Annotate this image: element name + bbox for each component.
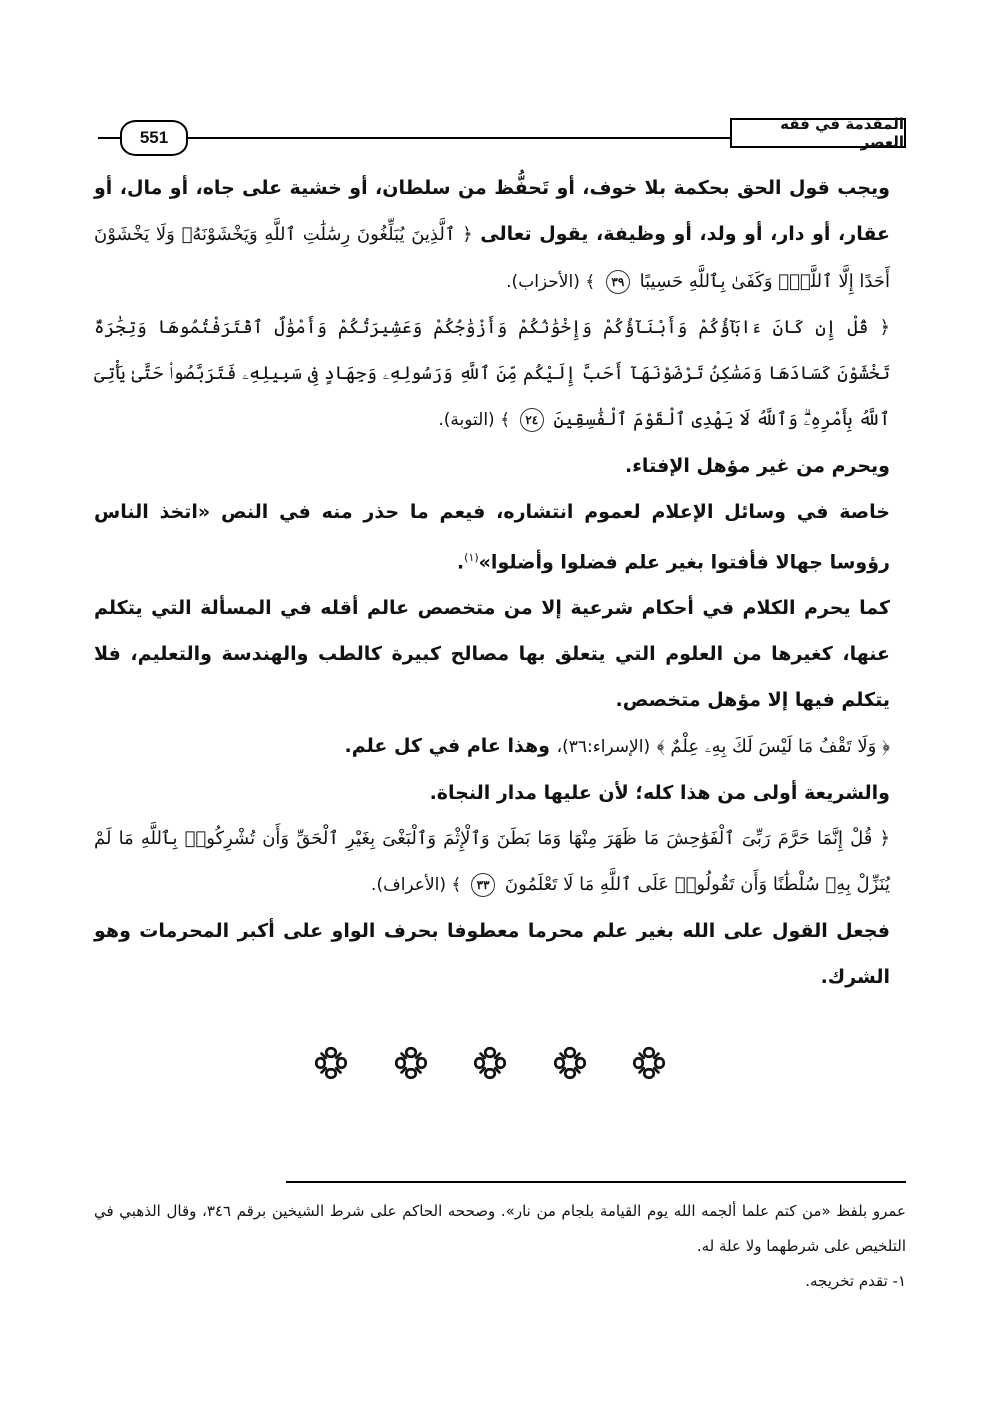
quran-verse-1-text: ﴿ ٱلَّذِينَ يُبَلِّغُونَ رِسَٰلَٰتِ ٱللَّهِ وَيَخْشَوْنَهُۥ وَلَا يَخْشَوْنَ أَحَدًا إِلَّا ٱللَّهَۗ وَكَفَىٰ بِٱللَّهِ حَسِيبًا bbox=[94, 224, 890, 292]
floral-ornament-icon bbox=[469, 1042, 511, 1084]
quran-verse-4-text: ﴿ قُلْ إِنَّمَا حَرَّمَ رَبِّىَ ٱلْفَوَٰحِشَ مَا ظَهَرَ مِنْهَا وَمَا بَطَنَ وَٱلْإِثْمَ وَٱلْبَغْىَ بِغَيْرِ ٱلْحَقِّ وَأَن تُشْرِكُوا۟ بِٱللَّهِ مَا لَمْ يُنَزِّلْ بِهِۦ سُلْطَٰنًا وَأَن تَقُولُوا۟ عَلَى ٱللَّهِ مَا لَا تَعْلَمُونَ bbox=[94, 828, 890, 896]
floral-ornament-icon bbox=[390, 1042, 432, 1084]
paragraph-1 bbox=[94, 165, 906, 305]
verse-1-reference: ﴾ (الأحزاب). bbox=[506, 272, 596, 292]
footnotes bbox=[94, 1194, 906, 1299]
ayah-number-2: ٢٤ bbox=[520, 408, 544, 432]
ayah-number-1: ٣٩ bbox=[606, 270, 630, 294]
paragraph-2: ويحرم من غير مؤهل الإفتاء. bbox=[625, 455, 890, 477]
footnote-continuation: عمرو بلفظ «من كتم علما ألجمه الله يوم القيامة بلجام من نار». وصححه الحاكم على شرط الشيخين برقم ٣٤٦، وقال الذهبي في التلخيص على شرطهما ولا علة له. bbox=[94, 1202, 906, 1255]
book-title: المقدمة في فقه العصر bbox=[730, 118, 906, 148]
quran-verse-4 bbox=[94, 816, 906, 908]
verse-4-reference: ﴾ (الأعراف). bbox=[371, 875, 462, 896]
floral-ornament-icon bbox=[628, 1042, 670, 1084]
section-divider-ornaments bbox=[310, 1038, 670, 1088]
verse-3-comment: وهذا عام في كل علم. bbox=[344, 735, 557, 758]
floral-ornament-icon bbox=[549, 1042, 591, 1084]
page-number: 551 bbox=[120, 120, 188, 156]
footnote-1: ١- تقدم تخريجه. bbox=[805, 1272, 906, 1290]
verse-3-reference: (الإسراء:٣٦)، bbox=[556, 737, 651, 758]
footnote-rule bbox=[286, 1181, 906, 1183]
floral-ornament-icon bbox=[310, 1042, 352, 1084]
paragraph-6: والشريعة أولى من هذا كله؛ لأن عليها مدار النجاة. bbox=[429, 782, 890, 805]
verse-2-reference: ﴾ (التوبة). bbox=[438, 410, 511, 430]
paragraph-3 bbox=[94, 489, 906, 585]
ayah-number-4: ٣٣ bbox=[471, 873, 495, 897]
paragraph-5 bbox=[94, 723, 906, 770]
paragraph-4: كما يحرم الكلام في أحكام شرعية إلا من متخصص عالم أقله في المسألة التي يتكلم عنها، كغيرها من العلوم التي يتعلق بها مصالح كبيرة كالطب والهندسة والتعليم، فلا يتكلم فيها إلا مؤهل متخصص. bbox=[94, 597, 890, 712]
main-text bbox=[94, 165, 906, 1000]
quran-verse-2 bbox=[94, 305, 906, 443]
paragraph-7: فجعل القول على الله بغير علم محرما معطوفا بحرف الواو على أكبر المحرمات وهو الشرك. bbox=[94, 920, 890, 989]
paragraph-3-end: . bbox=[456, 551, 465, 574]
paragraph-3-text: خاصة في وسائل الإعلام لعموم انتشاره، فيعم ما حذر منه في النص «اتخذ الناس رؤوسا جهالا فأفتوا بغير علم فضلوا وأضلوا» bbox=[94, 501, 890, 574]
quran-verse-3: ﴿ وَلَا تَقْفُ مَا لَيْسَ لَكَ بِهِۦ عِلْمٌ ﴾ bbox=[656, 736, 890, 758]
quran-verse-2-text: ﴿ قُلْ إِن كَانَ ءَابَآؤُكُمْ وَأَبْنَآؤُكُمْ وَإِخْوَٰنُكُمْ وَأَزْوَٰجُكُمْ وَعَشِيرَتُكُمْ وَأَمْوَٰلٌ ٱقْتَرَفْتُمُوهَا وَتِجَٰرَةٌ تَخْشَوْنَ كَسَادَهَا وَمَسَٰكِنُ تَرْضَوْنَهَآ أَحَبَّ إِلَيْكُم مِّنَ ٱللَّهِ وَرَسُولِهِۦ وَجِهَادٍ فِى سَبِيلِهِۦ فَتَرَبَّصُوا۟ حَتَّىٰ يَأْتِىَ ٱللَّهُ بِأَمْرِهِۦۗ وَٱللَّهُ لَا يَهْدِى ٱلْقَوْمَ ٱلْفَٰسِقِينَ bbox=[94, 317, 890, 430]
footnote-marker-1: (١) bbox=[464, 551, 479, 564]
paragraph-1-text: ويجب قول الحق بحكمة بلا خوف، أو تَحفُّظ من سلطان، أو خشية على جاه، أو مال، أو عقار، أو دار، أو ولد، أو وظيفة، يقول تعالى bbox=[94, 177, 890, 245]
